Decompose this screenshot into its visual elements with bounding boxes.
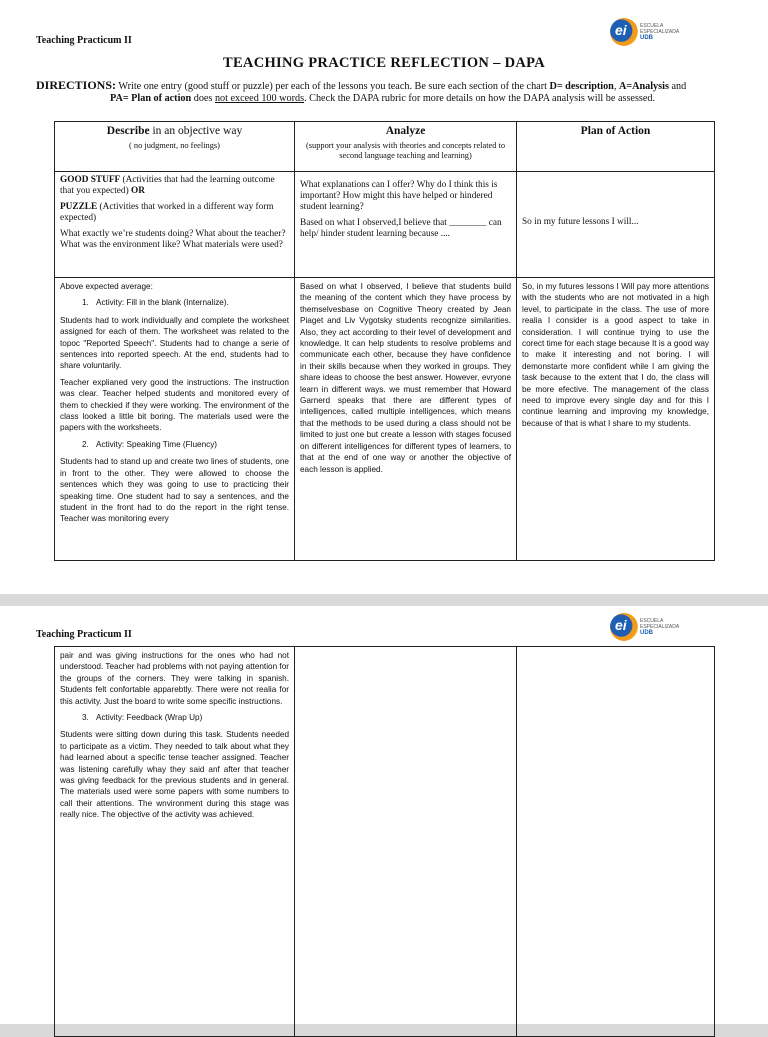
describe-header: Describe in an objective way ( no judgment, no feelings) (55, 122, 295, 172)
analyze-entry-continued (295, 647, 517, 1037)
entry-row (55, 278, 715, 561)
describe-entry: Above expected average: 1. Activity: Fill in the blank (Internalize). Students had to work individually and complete the worksheet assigned for each of them. The worksheet was related to the topoc "Reported Speech". Students had to change a serie of sentences into reported speech. At the end, students had to share voluntarily. Teacher explianed very good the instructions. The instruction was clear. Teacher helped students and monitored every of them to checkied if they were working. The environment of the class looked a little bit boring. The materials used were the papers with the worksheets. 2. Activity: Speaking Time (Fluency) Students had to stand up and create two lines of students, one in front to the other. They were allowed to choose the sentences which they was going to use to practicing their speaking time. One student had to say a sentences, and the student in the front had to do the report in the right tense. Teacher was monitoring every (55, 278, 295, 561)
document-title: TEACHING PRACTICE REFLECTION – DAPA (222, 55, 545, 71)
prompt-row (55, 172, 715, 278)
plan-header: Plan of Action (517, 122, 715, 172)
plan-entry: So, in my futures lessons I Will pay more attentions with the students who are not motivated in a high level, to participate in the class. The use of more realia I consider is a good aspect to take in consideration. I will continue trying to use the corect time for each stage because It is a good way to make it interesting and not boring. I will demonstarte more confident while I am giving the task because to the extent that I do, the class will be more efective. The management of the class need to improve every single day and for this I continue learning and improving my knowledge, because of that is what I share to my students. (517, 278, 715, 561)
analyze-entry: Based on what I observed, I believe that students build the meaning of the content which they have process by themselvesbase on Cognitive Theory created by Jean Piaget and Liv Vygotsky students recognize similarities. Also, they act according to their level of development and knowledge. It can help students to resolve problems and communicate each other, because they have confidence in their skills because when they worked in groups. They share ideas to choose the best answer. However, evryone learn in different ways. we must remember that Howard Garnerd speaks that there are different types of intelligences, called multiple intelligences, which means that the methods to be used during a class should not be limited to just one but create a lesson with stages focused on different intelligences for different types of learners, to that at the end of one way or another the objective of each lesson is applied. (295, 278, 517, 561)
header-row (55, 122, 715, 172)
course-header-2: Teaching Practicum II (36, 629, 132, 640)
school-logo: ei ESCUELA ESPECIALIZADA UDB (610, 16, 668, 46)
dapa-table (54, 121, 715, 561)
course-header: Teaching Practicum II (36, 35, 132, 46)
analyze-prompt: What explanations can I offer? Why do I think this is important? How might this have helped or hindered student learning? Based on what I observed,I believe that ________ can help/ hinder student learning because .... (295, 172, 517, 278)
plan-prompt: So in my future lessons I will... (517, 172, 715, 278)
describe-entry-continued: pair and was giving instructions for the ones who had not understood. Teacher had problems with not paying attention for the groups of the corners. They were talking in spanish. Students felt confortable apparebtly. There were not realia for this activity. Just the board to write some specific instructions. 3. Activity: Feedback (Wrap Up) Students were sitting down during this task. Students needed to participate as a victim. They needed to talk about what they had learned about a specific tense teacher assigned. Teacher was listening carefully whay they said anf after that teacher was giving feedback for the previous students and in general. The materials used were some papers with some numbers to call their attentions. The wnvironment during this stage was really nice. The objective of the activity was achieved. (55, 647, 295, 1037)
directions: DIRECTIONS: Write one entry (good stuff or puzzle) per each of the lessons you teach. Be sure each section of the chart D= description, A=Analysis and PA= Plan of action does not exceed 100 words. Check the DAPA rubric for more details on how the DAPA analysis will be assessed. (36, 78, 687, 104)
describe-prompt: GOOD STUFF (Activities that had the learning outcome that you expected) OR PUZZLE (Activities that worked in a different way form expected) What exactly we’re students doing? What about the teacher? What was the environment like? What materials were used? (55, 172, 295, 278)
school-logo-2: ei ESCUELA ESPECIALIZADA UDB (610, 611, 668, 641)
dapa-table-continued (54, 646, 715, 1037)
continued-row (55, 647, 715, 1037)
plan-entry-continued (517, 647, 715, 1037)
analyze-header: Analyze (support your analysis with theories and concepts related to second language teaching and learning) (295, 122, 517, 172)
page-2 (0, 606, 768, 1024)
